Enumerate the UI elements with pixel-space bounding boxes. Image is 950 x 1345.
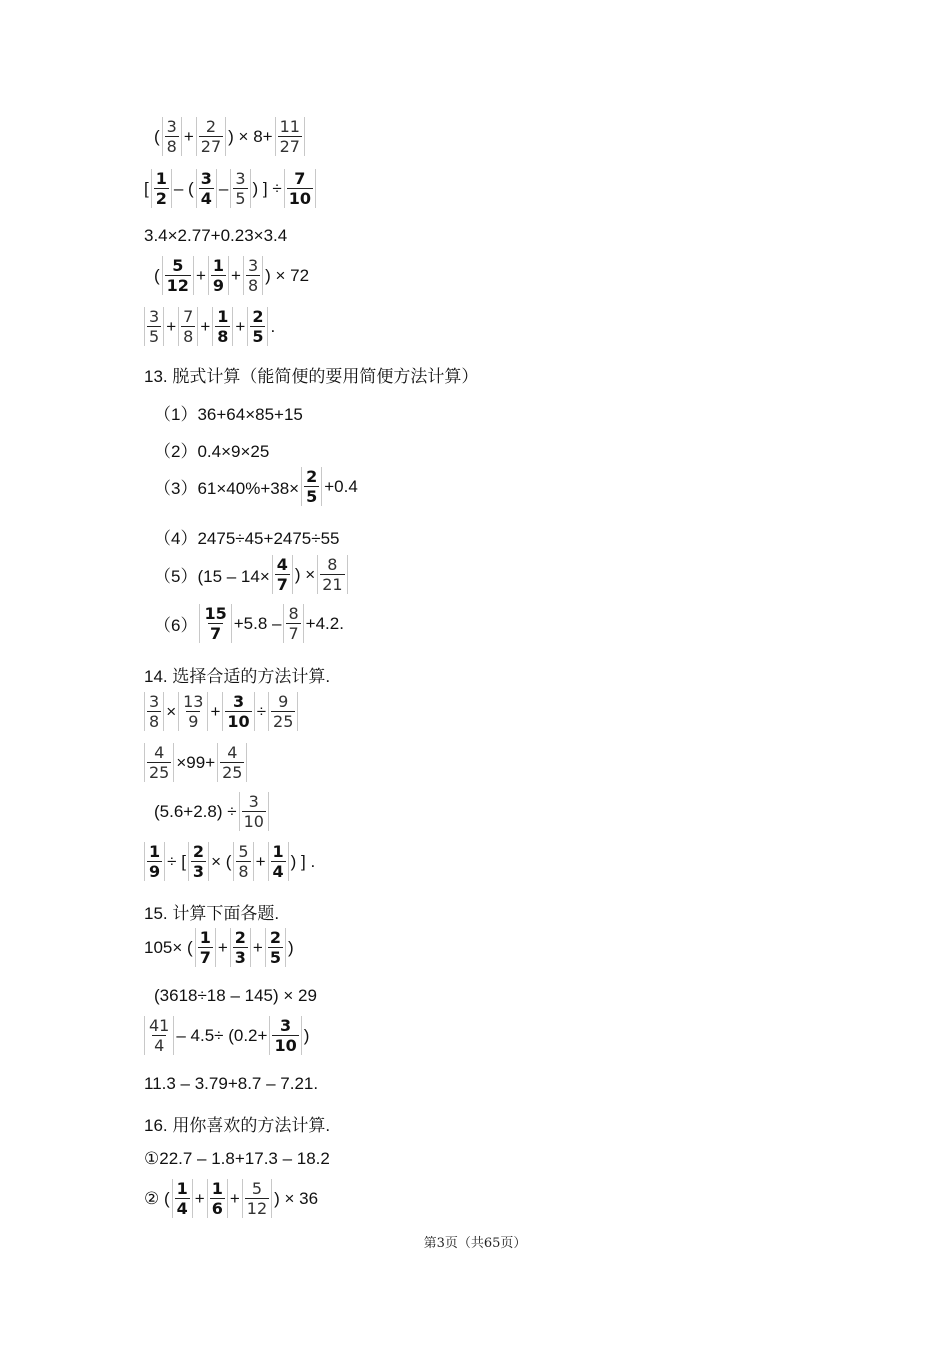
fraction-numerator: 4: [154, 743, 165, 762]
fraction-numerator: 2: [192, 842, 205, 861]
fraction-denominator: 3: [192, 862, 205, 881]
fraction-numerator: 3: [149, 692, 160, 711]
fraction-denominator: 9: [149, 862, 161, 881]
expression-text: – 4.5÷ (0.2+: [176, 1025, 268, 1045]
fraction-denominator: 25: [222, 763, 243, 782]
expression-text: （5）(15 – 14×: [154, 567, 270, 586]
fraction-denominator: 4: [200, 189, 212, 208]
fraction-denominator: 8: [217, 327, 229, 346]
fraction: [247, 307, 268, 346]
expression-text: +: [255, 851, 266, 871]
math-line: [143, 1149, 331, 1169]
fraction: [242, 1179, 272, 1218]
expression-text: +: [231, 265, 241, 285]
expression-text: ) ] .: [290, 851, 316, 871]
fraction-numerator: 1: [217, 307, 229, 326]
fraction-denominator: 4: [272, 862, 284, 881]
fraction-denominator: 12: [246, 1199, 268, 1218]
fraction: [268, 842, 289, 881]
expression-text: +4.2.: [305, 613, 344, 633]
fraction-numerator: 2: [306, 467, 318, 486]
math-line: [153, 604, 345, 643]
expression-text: × (: [211, 851, 232, 871]
math-line: [153, 467, 359, 506]
fraction-denominator: 5: [269, 948, 281, 967]
fraction-numerator: 3: [232, 692, 245, 711]
fraction-numerator: 3: [235, 169, 246, 188]
expression-text: ) × 36: [274, 1188, 319, 1208]
math-line: [143, 1074, 319, 1094]
math-line: [143, 1179, 319, 1218]
expression-text: +: [229, 1188, 240, 1208]
fraction-denominator: 5: [306, 487, 318, 506]
expression-text: (3618÷18 – 145) × 29: [154, 986, 317, 1005]
fraction-numerator: 2: [252, 307, 264, 326]
expression-text: ÷: [256, 701, 267, 721]
fraction: [269, 1016, 301, 1055]
fraction-denominator: 2: [155, 189, 167, 208]
fraction: [317, 555, 347, 594]
fraction-numerator: 8: [288, 604, 299, 623]
fraction-numerator: 41: [149, 1016, 170, 1035]
fraction-denominator: 12: [166, 276, 189, 295]
expression-text: +: [235, 316, 246, 336]
fraction: [178, 692, 208, 731]
expression-text: ①22.7 – 1.8+17.3 – 18.2: [144, 1149, 330, 1168]
fraction: [230, 169, 250, 208]
fraction-denominator: 4: [176, 1199, 188, 1218]
fraction-denominator: 8: [238, 862, 249, 881]
expression-text: ) ×: [294, 564, 316, 584]
fraction-numerator: 2: [234, 928, 246, 947]
expression-text: +: [252, 937, 263, 957]
expression-text: ) ] ÷: [252, 178, 282, 198]
fraction-numerator: 1: [176, 1179, 188, 1198]
math-line: [153, 437, 270, 462]
expression-text: +: [183, 126, 194, 146]
fraction: [272, 555, 293, 594]
fraction: [199, 604, 231, 643]
fraction: [196, 117, 226, 156]
expression-text: ) × 72: [265, 265, 310, 285]
fraction-denominator: 7: [210, 624, 222, 643]
fraction: [283, 604, 303, 643]
expression-text: 16. 用你喜欢的方法计算.: [144, 1116, 331, 1135]
fraction: [217, 743, 247, 782]
math-line: [153, 986, 318, 1006]
expression-text: +: [200, 316, 211, 336]
expression-text: 15. 计算下面各题.: [144, 904, 280, 923]
fraction-denominator: 25: [273, 712, 294, 731]
math-line: [153, 555, 349, 594]
fraction-numerator: 5: [172, 256, 184, 275]
fraction: [208, 256, 229, 295]
page-footer: 第3页（共65页）: [423, 1236, 527, 1251]
fraction: [212, 307, 233, 346]
fraction-numerator: 1: [199, 928, 211, 947]
fraction: [144, 1016, 174, 1055]
fraction-numerator: 2: [269, 928, 281, 947]
fraction: [172, 1179, 193, 1218]
math-line: [143, 226, 288, 246]
expression-text: (: [154, 126, 160, 146]
fraction-numerator: 2: [205, 117, 217, 136]
fraction-denominator: 10: [274, 1036, 297, 1055]
fraction: [144, 842, 165, 881]
fraction-denominator: 7: [199, 948, 211, 967]
fraction: [188, 842, 209, 881]
math-line: [153, 400, 304, 425]
fraction: [230, 928, 251, 967]
fraction-denominator: 27: [200, 137, 222, 156]
expression-text: +: [217, 937, 228, 957]
math-line: [143, 662, 331, 687]
expression-text: +: [166, 316, 177, 336]
expression-text: (5.6+2.8) ÷: [154, 801, 237, 821]
expression-text: ) × 8+: [228, 126, 273, 146]
expression-text: ×99+: [176, 752, 216, 772]
fraction: [162, 256, 194, 295]
expression-text: –: [218, 178, 229, 198]
fraction-numerator: 1: [149, 842, 161, 861]
expression-text: ): [287, 937, 294, 957]
expression-text: +0.4: [324, 476, 358, 496]
expression-text: （2）0.4×9×25: [154, 442, 270, 461]
fraction: [178, 307, 198, 346]
expression-text: ×: [166, 701, 177, 721]
fraction: [284, 169, 316, 208]
fraction-numerator: 3: [280, 1016, 292, 1035]
expression-text: ): [303, 1025, 310, 1045]
expression-text: (: [154, 265, 160, 285]
fraction-numerator: 11: [279, 117, 300, 136]
fraction: [265, 928, 286, 967]
fraction-numerator: 4: [227, 743, 238, 762]
fraction-denominator: 10: [227, 712, 250, 731]
fraction-denominator: 27: [279, 137, 300, 156]
fraction-denominator: 7: [288, 624, 299, 643]
fraction-denominator: 10: [243, 812, 264, 831]
math-line: [153, 792, 270, 831]
fraction-numerator: 1: [272, 842, 284, 861]
expression-text: 11.3 – 3.79+8.7 – 7.21.: [144, 1074, 319, 1093]
fraction-numerator: 3: [149, 307, 160, 326]
fraction-denominator: 3: [234, 948, 246, 967]
fraction-numerator: 8: [327, 555, 338, 574]
fraction-numerator: 7: [183, 307, 194, 326]
fraction-numerator: 5: [238, 842, 249, 861]
fraction: [195, 928, 216, 967]
fraction: [144, 743, 174, 782]
expression-text: +: [210, 701, 221, 721]
fraction-numerator: 5: [251, 1179, 263, 1198]
fraction: [144, 692, 164, 731]
fraction-denominator: 25: [149, 763, 170, 782]
math-line: [143, 899, 280, 924]
fraction-numerator: 15: [204, 604, 227, 623]
fraction-numerator: 3: [247, 256, 259, 275]
expression-text: ② (: [144, 1188, 170, 1208]
expression-text: – (: [173, 178, 194, 198]
expression-text: [: [144, 178, 149, 198]
math-line: [143, 692, 299, 731]
expression-text: 105× (: [144, 937, 193, 957]
fraction-denominator: 5: [252, 327, 264, 346]
fraction-denominator: 8: [149, 712, 160, 731]
fraction-numerator: 4: [276, 555, 288, 574]
expression-text: ÷ [: [167, 851, 186, 871]
expression-text: （4）2475÷45+2475÷55: [154, 529, 340, 548]
expression-text: +: [195, 265, 206, 285]
expression-text: .: [270, 316, 276, 336]
fraction-denominator: 21: [322, 575, 343, 594]
fraction-denominator: 9: [188, 712, 199, 731]
expression-text: +: [194, 1188, 205, 1208]
fraction-denominator: 10: [288, 189, 311, 208]
fraction: [162, 117, 182, 156]
fraction: [301, 467, 322, 506]
fraction-numerator: 13: [183, 692, 204, 711]
fraction-denominator: 5: [235, 189, 246, 208]
fraction-denominator: 5: [149, 327, 160, 346]
expression-text: （1）36+64×85+15: [154, 405, 303, 424]
math-line: [143, 307, 276, 346]
fraction: [222, 692, 254, 731]
fraction-denominator: 9: [212, 276, 225, 295]
fraction: [239, 792, 269, 831]
expression-text: 14. 选择合适的方法计算.: [144, 667, 331, 686]
math-line: [153, 524, 341, 549]
fraction: [151, 169, 172, 208]
fraction: [275, 117, 305, 156]
fraction-numerator: 1: [212, 256, 225, 275]
fraction: [144, 307, 164, 346]
fraction: [207, 1179, 228, 1218]
fraction: [233, 842, 253, 881]
fraction-numerator: 9: [278, 692, 289, 711]
fraction-numerator: 7: [294, 169, 306, 188]
expression-text: +5.8 –: [233, 613, 282, 633]
math-line: [143, 842, 316, 881]
math-line: [143, 928, 295, 967]
fraction-numerator: 1: [211, 1179, 223, 1198]
math-line: [143, 1111, 331, 1136]
fraction: [268, 692, 298, 731]
fraction-numerator: 3: [248, 792, 259, 811]
fraction-numerator: 1: [155, 169, 167, 188]
fraction: [243, 256, 263, 295]
expression-text: （3）61×40%+38×: [154, 479, 300, 498]
fraction-denominator: 4: [154, 1036, 165, 1055]
fraction: [196, 169, 217, 208]
fraction-denominator: 8: [166, 137, 177, 156]
math-line: [143, 362, 479, 387]
expression-text: 13. 脱式计算（能简便的要用简便方法计算）: [144, 367, 479, 386]
fraction-denominator: 7: [276, 575, 288, 594]
math-line: [143, 169, 317, 208]
expression-text: 3.4×2.77+0.23×3.4: [144, 226, 288, 245]
fraction-numerator: 3: [166, 117, 177, 136]
math-line: [153, 117, 306, 156]
fraction-numerator: 3: [200, 169, 212, 188]
math-line: [143, 1016, 310, 1055]
math-line: [143, 743, 248, 782]
math-line: [153, 256, 310, 295]
fraction-denominator: 8: [183, 327, 194, 346]
fraction-denominator: 8: [247, 276, 259, 295]
fraction-denominator: 6: [211, 1199, 223, 1218]
expression-text: （6）: [154, 616, 198, 635]
